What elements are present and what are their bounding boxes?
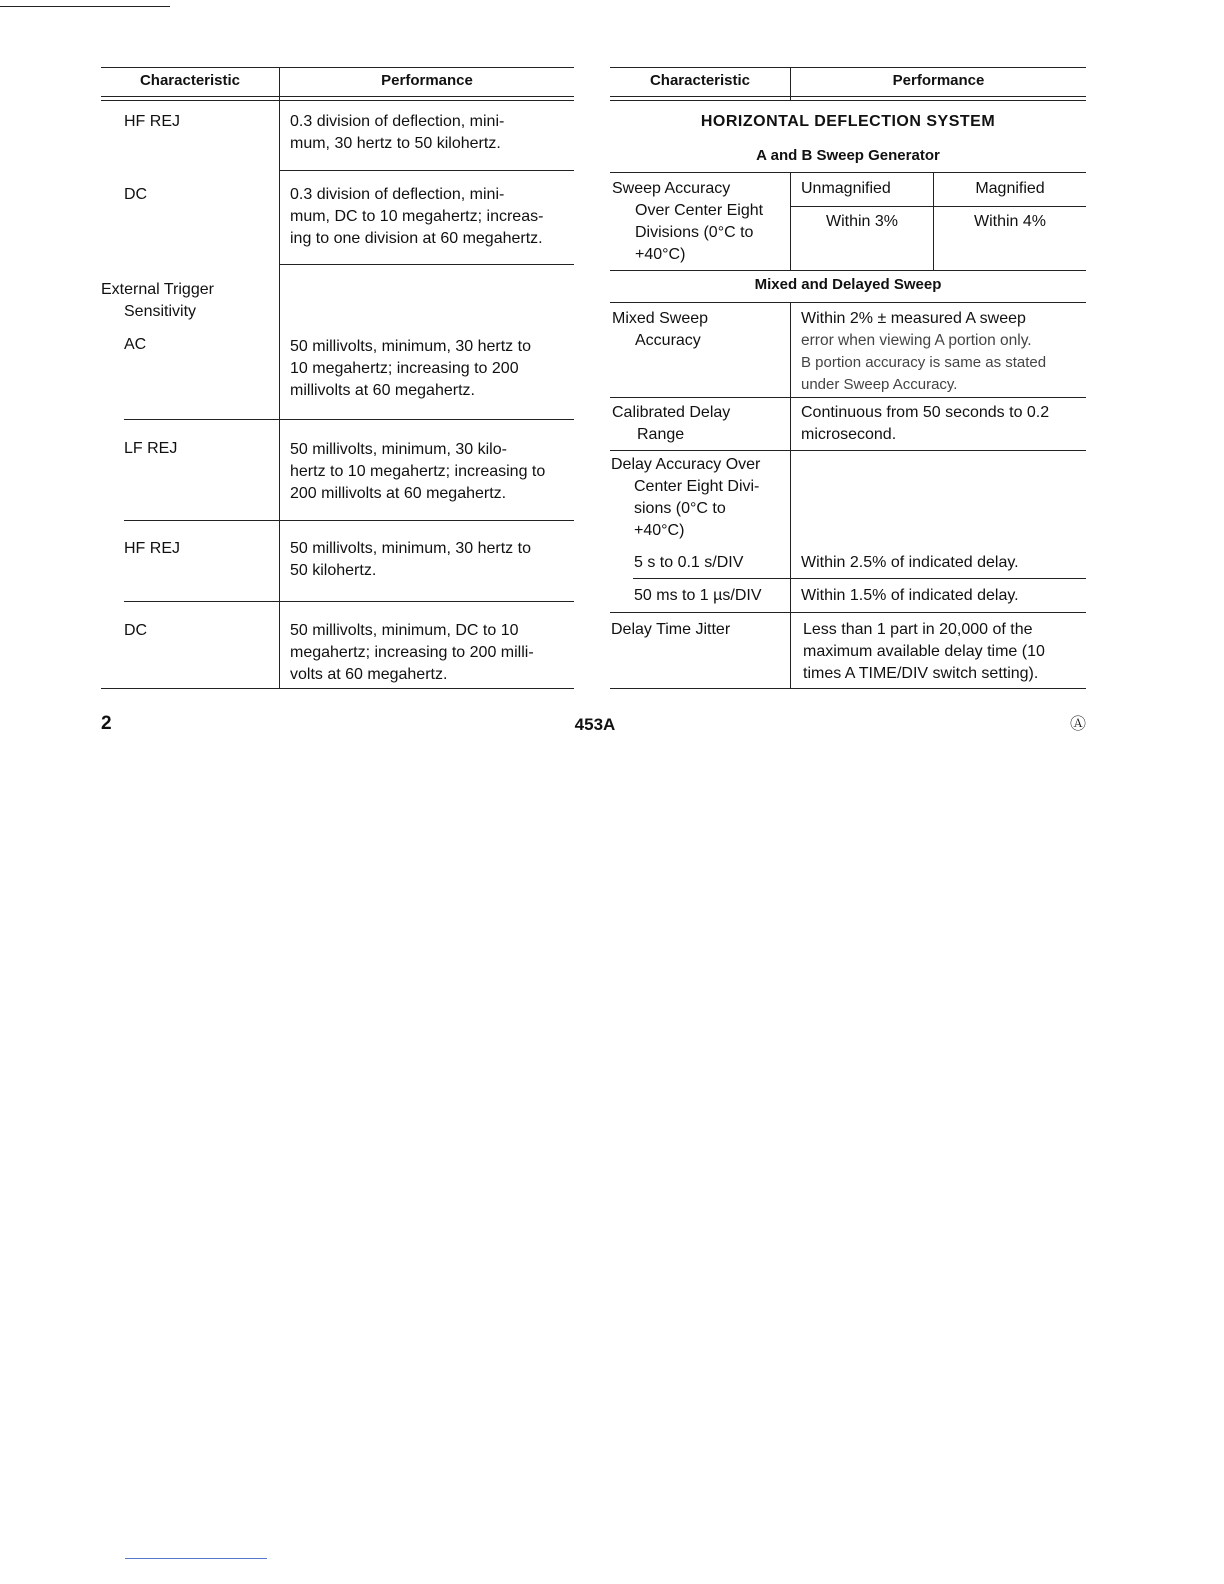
sweep-subhead-rule (790, 206, 1086, 207)
delay-accuracy-label: Delay Accuracy Over Center Eight Divi- sions (0°C to +40°C) (611, 456, 761, 539)
top-edge-rule (0, 6, 170, 7)
delay-accuracy-rule (610, 612, 1086, 613)
row-perf-lf-rej: 50 millivolts, minimum, 30 kilo- hertz to 10 megahertz; increasing to 200 millivolts at 60 megahertz. (290, 441, 546, 502)
row-perf-dc-2: 50 millivolts, minimum, DC to 10 megahertz; increasing to 200 milli- volts at 60 megahertz. (290, 622, 534, 683)
row-label-dc-2: DC (124, 622, 148, 639)
sweep-unmagnified-head: Unmagnified (801, 180, 891, 197)
row-perf-hf-rej-1: 0.3 division of deflection, mini- mum, 30 hertz to 50 kilohertz. (290, 113, 505, 152)
row-perf-ac: 50 millivolts, minimum, 30 hertz to 10 megahertz; increasing to 200 millivolts at 60 megahertz. (290, 338, 531, 399)
delay-accuracy-sub1-value: Within 2.5% of indicated delay. (801, 554, 1019, 571)
sweep-bottom-rule (610, 270, 1086, 271)
row-label-hf-rej-2: HF REJ (124, 540, 180, 557)
row-rule-dc-1 (279, 264, 574, 265)
sweep-top-rule (610, 172, 1086, 173)
mixed-sweep-performance: Within 2% ± measured A sweep error when viewing A portion only. B portion accuracy is same as stated under Sweep Accuracy. (801, 310, 1047, 393)
sweep-magnified-value: Within 4% (973, 213, 1047, 230)
subsection-title-mixed-delayed: Mixed and Delayed Sweep (754, 276, 942, 293)
delay-accuracy-sub-rule (633, 578, 1086, 579)
calibrated-delay-performance: Continuous from 50 seconds to 0.2 microsecond. (801, 404, 1050, 443)
mixed-top-rule (610, 302, 1086, 303)
row-rule-hf-rej-1 (279, 170, 574, 171)
right-table-bottom-rule (610, 688, 1086, 689)
row-perf-dc-1: 0.3 division of deflection, mini- mum, DC to 10 megahertz; increas- ing to one division at 60 megahertz. (290, 186, 544, 247)
row-label-lf-rej: LF REJ (124, 440, 178, 457)
left-header-rule-2 (101, 100, 574, 101)
delay-accuracy-sub1-label: 5 s to 0.1 s/DIV (634, 554, 744, 571)
revision-mark: Ⓐ (1070, 716, 1087, 733)
left-header-performance: Performance (381, 72, 473, 89)
section-title-horizontal-deflection: HORIZONTAL DEFLECTION SYSTEM (700, 113, 996, 130)
left-table-divider (279, 67, 280, 688)
mixed-sweep-label: Mixed Sweep Accuracy (612, 310, 709, 349)
right-header-characteristic: Characteristic (649, 72, 751, 89)
subsection-title-sweep-generator: A and B Sweep Generator (756, 147, 940, 164)
sweep-unmagnified-value: Within 3% (825, 213, 899, 230)
calibrated-delay-rule (610, 450, 1086, 451)
delay-accuracy-sub2-label: 50 ms to 1 µs/DIV (634, 587, 762, 604)
delay-jitter-label: Delay Time Jitter (611, 621, 731, 638)
row-rule-hf-rej-2 (124, 601, 574, 602)
row-perf-hf-rej-2: 50 millivolts, minimum, 30 hertz to 50 kilohertz. (290, 540, 531, 579)
page-number: 2 (101, 713, 112, 734)
group-label-external-trigger: External Trigger Sensitivity (101, 281, 214, 320)
delay-accuracy-sub2-value: Within 1.5% of indicated delay. (801, 587, 1019, 604)
left-header-rule-1 (101, 96, 574, 97)
row-rule-ac (124, 419, 574, 420)
mixed-sweep-rule (610, 397, 1086, 398)
left-table-bottom-rule (101, 688, 574, 689)
right-header-rule-2 (610, 100, 1086, 101)
right-header-rule-1 (610, 96, 1086, 97)
model-number: 453A (574, 715, 616, 734)
left-table-top-rule (101, 67, 574, 68)
right-table-top-rule (610, 67, 1086, 68)
bottom-edge-rule (125, 1558, 267, 1559)
row-rule-lf-rej (124, 520, 574, 521)
left-header-characteristic: Characteristic (139, 72, 241, 89)
row-label-dc-1: DC (124, 186, 148, 203)
row-label-ac: AC (124, 336, 147, 353)
delay-jitter-performance: Less than 1 part in 20,000 of the maximum available delay time (10 times A TIME/DIV switch setting). (803, 621, 1045, 682)
calibrated-delay-label: Calibrated Delay Range (612, 404, 731, 443)
sweep-magnified-head: Magnified (975, 180, 1045, 197)
row-label-hf-rej-1: HF REJ (124, 113, 180, 130)
right-body-divider (790, 302, 791, 688)
sweep-accuracy-label: Sweep Accuracy Over Center Eight Divisions (0°C to +40°C) (612, 180, 764, 263)
right-header-performance: Performance (892, 72, 985, 89)
